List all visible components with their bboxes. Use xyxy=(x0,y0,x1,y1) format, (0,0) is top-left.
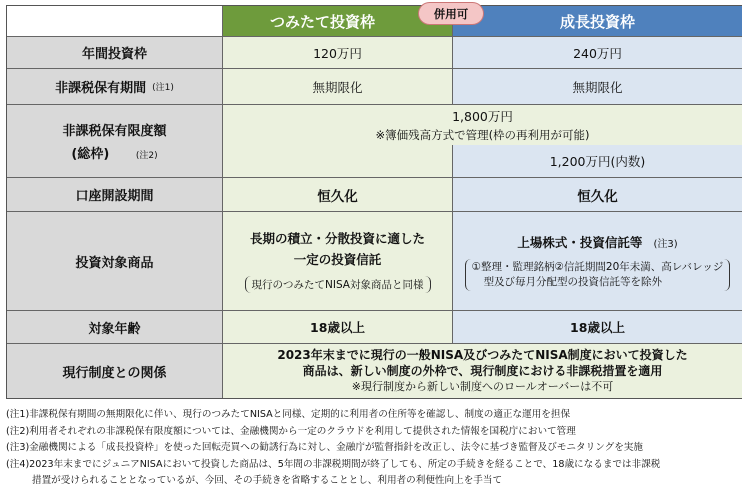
footnote-4: (注4)2023年末までにジュニアNISAにおいて投資した商品は、5年間の非課税期間が終了しても、所定の手続きを経ることで、18歳になるまでは非課税 xyxy=(6,458,661,470)
products-tsumitate-bracket: 現行のつみたてNISA対象商品と同様 xyxy=(245,276,431,293)
opening-period-label: 口座開設期間 xyxy=(7,178,223,212)
products-seicho-note: (注3) xyxy=(653,238,678,250)
holding-limit-tsumitate-blank xyxy=(223,145,453,178)
age-tsumitate: 18歳以上 xyxy=(223,311,453,344)
holding-limit-total-value: 1,800万円 xyxy=(452,109,513,124)
products-seicho-main: 上場株式・投資信託等 xyxy=(517,234,643,250)
holding-limit-label-line2-wrap xyxy=(71,143,157,162)
age-label: 対象年齢 xyxy=(7,311,223,344)
footnote-1: (注1)非課税保有期間の無期限化に伴い、現行のつみたてNISAと同様、定期的に利用者の住所等を確認し、制度の適正な運用を担保 xyxy=(6,409,571,420)
nisa-comparison-table xyxy=(6,5,742,399)
tsumitate-header: つみたて投資枠 xyxy=(223,6,453,37)
seicho-header: 成長投資枠 xyxy=(453,6,742,37)
annual-limit-label: 年間投資枠 xyxy=(7,37,223,69)
products-seicho-main-wrap xyxy=(517,232,677,251)
opening-period-tsumitate: 恒久化 xyxy=(223,178,453,212)
relation-line3: ※現行制度から新しい制度へのロールオーバーは不可 xyxy=(351,380,614,393)
relation-value xyxy=(223,344,742,398)
holding-limit-label-line2: (総枠) xyxy=(71,147,110,162)
holding-limit-note: (注2) xyxy=(135,151,158,161)
holding-limit-label xyxy=(7,105,223,178)
relation-label: 現行制度との関係 xyxy=(7,344,223,398)
holding-limit-seicho-sub: 1,200万円(内数) xyxy=(453,145,742,178)
age-seicho: 18歳以上 xyxy=(453,311,742,344)
products-tsumitate-line1: 長期の積立・分散投資に適した xyxy=(249,231,425,246)
holding-period-note: (注1) xyxy=(152,83,174,93)
opening-period-seicho: 恒久化 xyxy=(453,178,742,212)
products-tsumitate xyxy=(223,212,453,311)
corner-cell xyxy=(7,6,223,37)
holding-limit-total-note: ※簿価残高方式で管理(枠の再利用が可能) xyxy=(375,128,590,142)
products-seicho-bracket xyxy=(465,259,731,291)
relation-line2: 商品は、新しい制度の外枠で、現行制度における非課税措置を適用 xyxy=(302,364,663,378)
holding-limit-total xyxy=(223,105,742,145)
holding-limit-label-line1: 非課税保有限度額 xyxy=(62,124,167,139)
holding-period-tsumitate: 無期限化 xyxy=(223,69,453,105)
holding-period-seicho: 無期限化 xyxy=(453,69,742,105)
products-seicho-bracket-line1: ①整理・監理銘柄②信託期間20年未満、高レバレッジ xyxy=(471,260,724,273)
products-seicho xyxy=(453,212,742,311)
holding-period-label-text: 非課税保有期間 xyxy=(55,81,147,96)
holding-period-label xyxy=(7,69,223,105)
relation-line1: 2023年末までに現行の一般NISA及びつみたてNISA制度において投資した xyxy=(277,348,688,362)
combinable-badge: 併用可 xyxy=(418,2,484,25)
products-seicho-bracket-line2: 型及び毎月分配型の投資信託等を除外 xyxy=(483,275,663,288)
products-tsumitate-line2: 一定の投資信託 xyxy=(293,252,382,267)
annual-limit-seicho: 240万円 xyxy=(453,37,742,69)
footnote-2: (注2)利用者それぞれの非課税保有限度額については、金融機関から一定のクラウドを利用して提供された情報を国税庁において管理 xyxy=(6,425,576,437)
footnotes xyxy=(6,407,746,490)
products-label: 投資対象商品 xyxy=(7,212,223,311)
footnote-3: (注3)金融機関による「成長投資枠」を使った回転売買への勧誘行為に対し、金融庁が監督指針を改正し、法令に基づき監督及びモニタリングを実施 xyxy=(6,442,643,453)
footnote-4-cont: 措置が受けられることとなっているが、今回、その手続きを省略することとし、利用者の利便性向上を手当て xyxy=(32,475,503,486)
annual-limit-tsumitate: 120万円 xyxy=(223,37,453,69)
